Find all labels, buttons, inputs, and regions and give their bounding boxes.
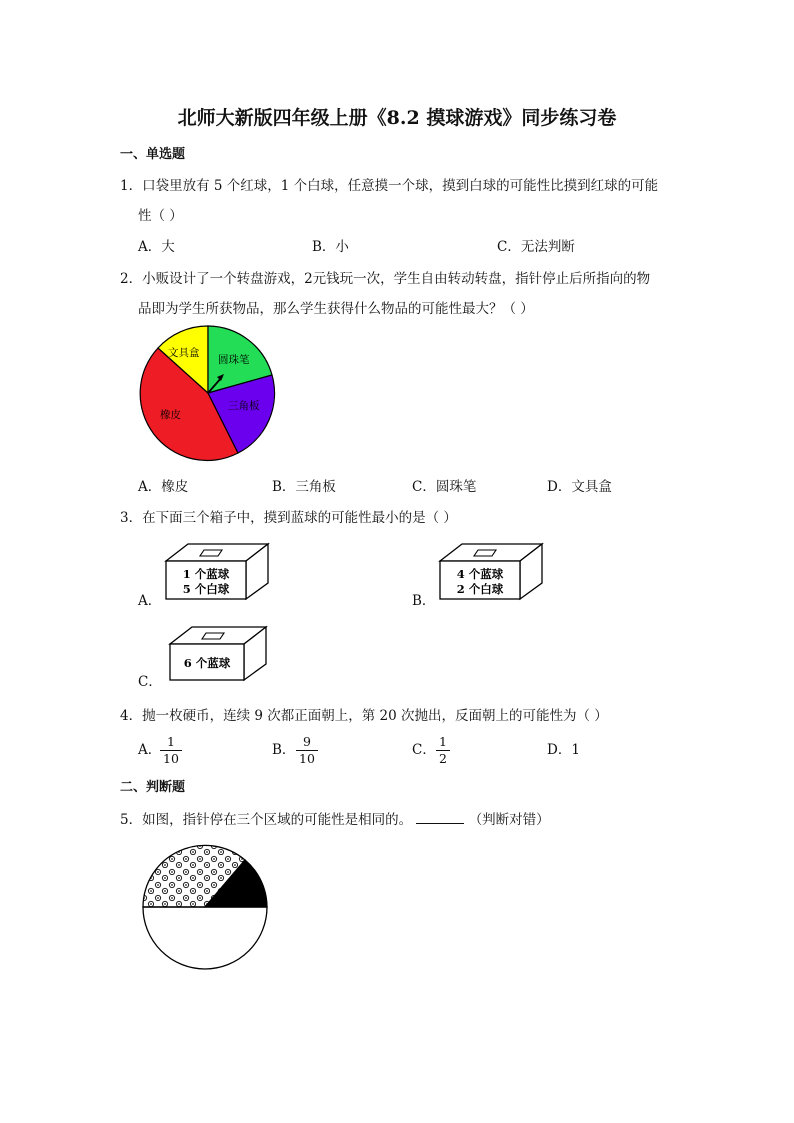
box-a-figure: [162, 541, 274, 603]
question-4-option-a-label: A．: [138, 742, 162, 758]
box-a-line2: 5 个白球: [182, 582, 230, 596]
question-1-option-c: C．无法判断: [497, 239, 575, 255]
spinner-label-purple: 三角板: [228, 400, 260, 412]
question-4-option-a-fraction: [160, 735, 182, 766]
spinner-label-green: 圆珠笔: [218, 354, 250, 366]
page-title: 北师大新版四年级上册《8.2 摸球游戏》同步练习卷: [177, 107, 617, 129]
section-heading-true-false: 二、判断题: [120, 780, 186, 795]
question-2-text-cont: 品即为学生所获物品，那么学生获得什么物品的可能性最大？（ ）: [138, 301, 534, 317]
answer-blank[interactable]: [416, 811, 464, 824]
box-c-line1: 6 个蓝球: [183, 656, 231, 670]
question-3-text: 3．在下面三个箱子中，摸到蓝球的可能性最小的是（ ）: [120, 510, 457, 526]
question-4-option-d: D．1: [547, 742, 580, 758]
question-3-option-a: A．: [138, 593, 162, 609]
spinner-label-yellow: 文具盒: [168, 347, 200, 359]
box-b-line1: 4 个蓝球: [456, 567, 504, 581]
question-2-option-b: B．三角板: [272, 479, 336, 495]
question-2-option-d: D．文具盒: [547, 479, 612, 495]
question-1-text: 1．口袋里放有 5 个红球，1 个白球，任意摸一个球，摸到白球的可能性比摸到红球的可能: [120, 178, 659, 194]
question-5-text: [120, 811, 550, 828]
question-3-option-c: C．: [138, 674, 162, 690]
question-1-option-a: A．大: [138, 239, 175, 255]
question-5-text-before: 5．如图，指针停在三个区域的可能性是相同的。: [120, 812, 413, 828]
box-a-line1: 1 个蓝球: [182, 567, 230, 581]
question-5-text-after: （判断对错）: [468, 812, 550, 828]
question-3-option-b: B．: [412, 593, 436, 609]
fraction-denominator: 10: [299, 751, 315, 766]
question-2-option-a: A．橡皮: [138, 479, 189, 495]
box-c-figure: [166, 624, 272, 684]
question-1-option-b: B．小: [312, 239, 349, 255]
question-4-option-b-label: B．: [272, 742, 296, 758]
question-4-text: 4．抛一枚硬币，连续 9 次都正面朝上，第 20 次抛出，反面朝上的可能性为（ ）: [120, 708, 608, 724]
question-4-option-c-fraction: [436, 735, 450, 766]
spinner-figure: [138, 325, 280, 467]
fraction-numerator: 1: [439, 734, 447, 749]
section-heading-single-choice: 一、单选题: [120, 147, 186, 162]
box-b-figure: [436, 541, 548, 603]
fraction-numerator: 1: [167, 734, 175, 749]
fraction-denominator: 10: [163, 751, 179, 766]
fraction-denominator: 2: [439, 751, 447, 766]
question-2-option-c: C．圆珠笔: [412, 479, 477, 495]
fraction-numerator: 9: [303, 734, 311, 749]
spinner-label-red: 橡皮: [160, 409, 181, 421]
region-bottom-white: [143, 907, 267, 969]
question-4-option-c-label: C．: [412, 742, 436, 758]
question-1-text-cont: 性（ ）: [138, 208, 183, 224]
three-region-circle-figure: [140, 842, 270, 972]
question-4-option-b-fraction: [296, 735, 318, 766]
question-2-text: 2．小贩设计了一个转盘游戏，2元钱玩一次，学生自由转动转盘，指针停止后所指向的物: [120, 271, 651, 287]
box-b-line2: 2 个白球: [456, 582, 504, 596]
